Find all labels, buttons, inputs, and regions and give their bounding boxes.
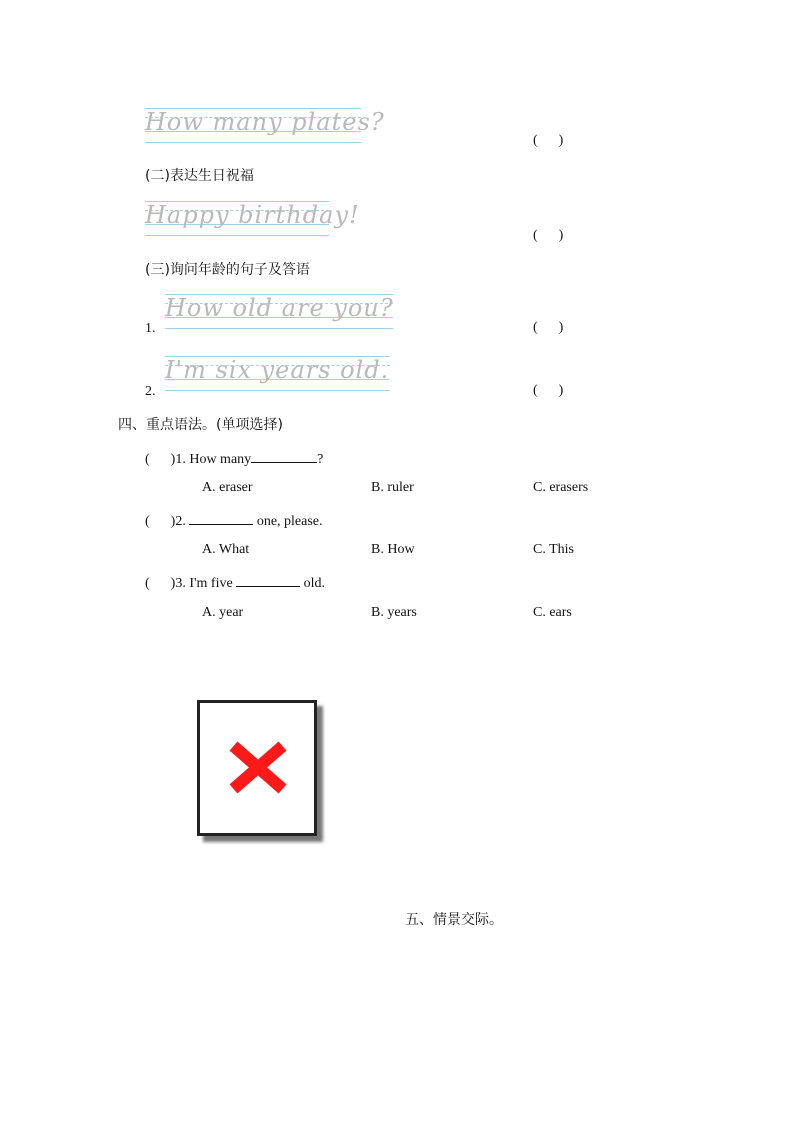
- grammar-question-3: [145, 572, 325, 593]
- section-5-heading: 五、情景交际。: [405, 912, 503, 928]
- answer-paren: ( ): [533, 133, 564, 148]
- section-4-heading: 四、重点语法。(单项选择): [118, 417, 283, 433]
- question-post: one, please.: [256, 514, 323, 529]
- answer-blank: [251, 448, 317, 463]
- answer-paren: ( ): [533, 320, 564, 335]
- answer-paren: ( ): [145, 576, 176, 591]
- handwriting-guide-old: [165, 294, 393, 330]
- option-c: C. ears: [533, 605, 572, 620]
- broken-image-icon: [200, 703, 314, 833]
- handwriting-text: Happy birthday!: [145, 201, 360, 229]
- handwriting-text: I'm six years old.: [165, 356, 390, 384]
- image-frame: [197, 700, 317, 836]
- option-c: C. erasers: [533, 480, 589, 495]
- answer-paren: ( ): [145, 452, 176, 467]
- handwriting-text: How old are you?: [165, 294, 394, 322]
- option-a: A. What: [202, 542, 250, 557]
- heading-birthday-wishes: (二)表达生日祝福: [145, 168, 254, 184]
- answer-paren: ( ): [533, 383, 564, 398]
- answer-blank: [236, 572, 300, 587]
- option-a: A. year: [202, 605, 244, 620]
- heading-ask-age: (三)询问年龄的句子及答语: [145, 262, 310, 278]
- answer-paren: ( ): [533, 228, 564, 243]
- handwriting-guide-birthday: [145, 201, 360, 237]
- broken-image-placeholder: [197, 700, 325, 845]
- handwriting-guide-six: [165, 356, 390, 392]
- item-number: 2.: [145, 384, 156, 399]
- item-number: 1.: [145, 321, 156, 336]
- option-b: B. years: [371, 605, 417, 620]
- question-post: ?: [317, 452, 324, 467]
- option-a: A. eraser: [202, 480, 253, 495]
- option-b: B. How: [371, 542, 415, 557]
- question-number: 1.: [175, 452, 186, 467]
- option-b: B. ruler: [371, 480, 414, 495]
- answer-blank: [189, 510, 253, 525]
- question-pre: I'm five: [189, 576, 233, 591]
- grammar-question-2: [145, 510, 323, 531]
- option-c: C. This: [533, 542, 574, 557]
- question-post: old.: [303, 576, 326, 591]
- grammar-question-1: [145, 448, 323, 469]
- handwriting-text: How many plates?: [145, 108, 385, 136]
- handwriting-guide-plates: [145, 108, 385, 144]
- answer-paren: ( ): [145, 514, 176, 529]
- question-pre: How many: [189, 452, 252, 467]
- question-number: 2.: [175, 514, 186, 529]
- question-number: 3.: [175, 576, 186, 591]
